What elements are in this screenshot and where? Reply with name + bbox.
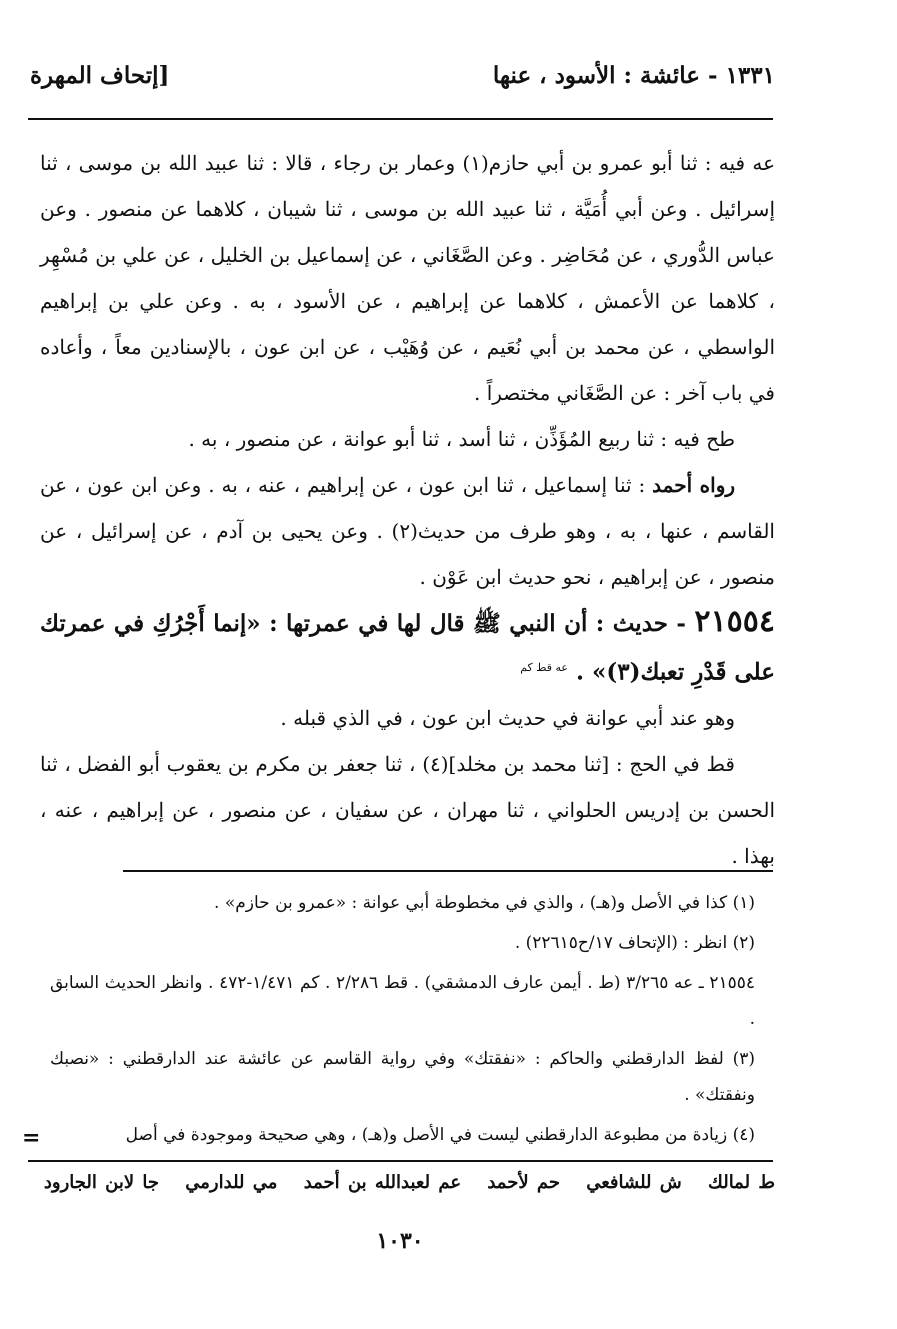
paragraph-1: عه فيه : ثنا أبو عمرو بن أبي حازم(١) وعمار بن رجاء ، قالا : ثنا عبيد الله بن موسى ، ثنا إسرائيل . وعن أبي أُمَيَّة ، ثنا عبيد الله بن موسى ، ثنا شيبان ، كلاهما عن منصور . وعن عباس الدُّوري ، عن مُحَاضِر . وعن الصَّغَاني ، عن إسماعيل بن الخليل ، عن علي بن مُسْهِر ، كلاهما عن الأعمش ، كلاهما عن إبراهيم ، عن الأسود ، به . وعن علي بن إبراهيم الواسطي ، عن محمد بن أبي نُعَيم ، عن وُهَيْب ، عن ابن عون ، بالإسنادين معاً ، وأعاده في باب آخر : عن الصَّغَاني مختصراً . [40,151,776,405]
footnote-1: (١) كذا في الأصل و(هـ) ، والذي في مخطوطة أبي عوانة : «عمرو بن حازم» . [214,893,755,913]
hadith-text: - حديث : أن النبي ﷺ قال لها في عمرتها : «إنما أَجْرُكِ في عمرتك على قَدْرِ تعبك(٣)» . [40,610,775,686]
header-section-title: ١٣٣١ - عائشة : الأسود ، عنها [492,62,775,89]
abbr-item: مي للدارمي [185,1172,278,1193]
header-rule [28,118,773,120]
page-number: ١٠٣٠ [376,1228,424,1254]
hadith-sources: عه قط كم [520,661,568,674]
footnotes [50,885,775,1157]
abbr-item: ط لمالك [708,1172,775,1193]
abbr-item: عم لعبدالله بن أحمد [303,1172,462,1193]
hadith-number: ٢١٥٥٤ [694,604,775,639]
running-header [30,62,775,102]
paragraph-3-lead: رواه أحمد [652,473,736,497]
main-text [40,140,775,879]
footnote-3: (٣) لفظ الدارقطني والحاكم : «نفقتك» وفي رواية القاسم عن عائشة عند الدارقطني : «نصبك ونفقتك» . [50,1049,755,1105]
abbr-item: ش للشافعي [586,1172,682,1193]
paragraph-4: وهو عند أبي عوانة في حديث ابن عون ، في الذي قبله . [280,705,735,730]
footnote-rule [123,870,773,872]
continuation-mark: = [22,1125,41,1151]
paragraph-3-text: : ثنا إسماعيل ، ثنا ابن عون ، عن إبراهيم ، عنه ، به . وعن ابن عون ، عن القاسم ، عنها ، به ، وهو طرف من حديث(٢) . وعن يحيى بن آدم ، عن إسرائيل ، عن منصور ، عن إبراهيم ، نحو حديث ابن عَوْن . [40,473,775,589]
header-book-title: [إتحاف المهرة [30,62,170,89]
abbr-item: جا لابن الجارود [43,1172,159,1193]
footnote-hadith-sources: ٢١٥٥٤ ـ عه ٣/٢٦٥ (ط . أيمن عارف الدمشقي) . قط ٢/٢٨٦ . كم ١/٤٧١-٤٧٢ . وانظر الحديث السابق . [50,973,756,1029]
paragraph-3 [40,462,775,600]
paragraph-2: طح فيه : ثنا ربيع المُؤَذِّن ، ثنا أسد ، ثنا أبو عوانة ، عن منصور ، به . [188,427,735,451]
paragraph-5: قط في الحج : [ثنا محمد بن مخلد](٤) ، ثنا جعفر بن مكرم بن يعقوب أبو الفضل ، ثنا الحسن بن إدريس الحلواني ، ثنا مهران ، عن سفيان ، عن منصور ، عن إبراهيم ، عنه ، بهذا . [40,751,775,868]
footnote-2: (٢) انظر : (الإتحاف ١٧/ح٢٢٦١٥) . [514,933,755,953]
footnote-4: (٤) زيادة من مطبوعة الدارقطني ليست في الأصل و(هـ) ، وهي صحيحة وموجودة في أصل [125,1125,755,1145]
abbr-item: حم لأحمد [487,1172,560,1193]
abbreviation-key [40,1172,775,1193]
bottom-rule [28,1160,773,1162]
hadith-entry [40,600,775,695]
